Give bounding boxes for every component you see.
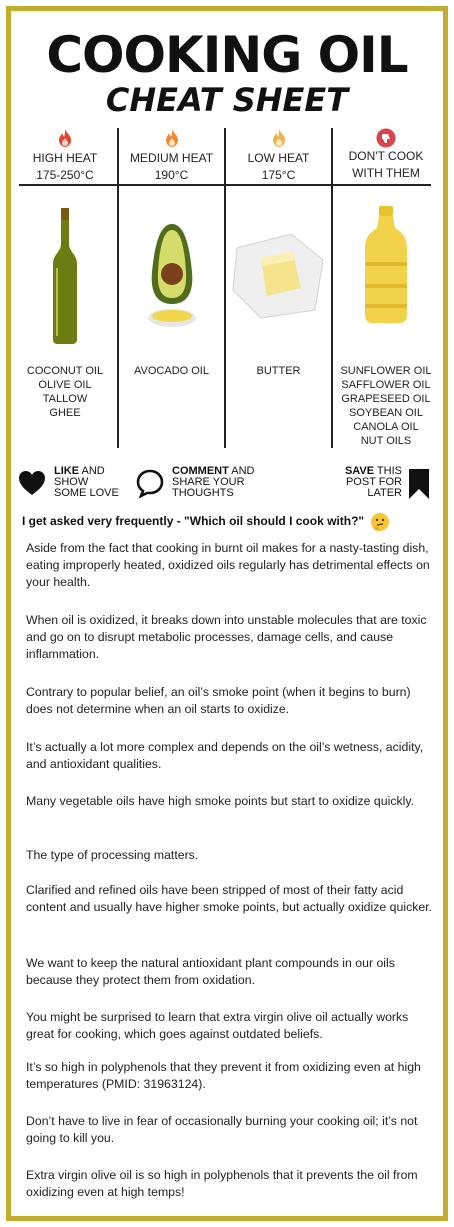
body-paragraph: Aside from the fact that cooking in burnt oil makes for a nasty-tasting dish, eating improperly heated, oxidized oils regularly has detrimental effects on your health. [26, 541, 430, 589]
column-high-heat [14, 128, 116, 448]
title-line-2: CHEAT SHEET [105, 81, 349, 119]
save-bold: SAVE [344, 465, 375, 477]
oil-item: SOYBEAN OIL [349, 407, 423, 419]
avocado-oil-image [142, 222, 202, 332]
comment-rest: AND [228, 465, 255, 477]
heat-temp: 175°C [261, 168, 296, 182]
body-paragraph: You might be surprised to learn that extra virgin olive oil actually works great for cooking, which goes against outdated beliefs. [26, 1010, 409, 1041]
heat-label: DON'T COOK [348, 149, 424, 163]
body-paragraph: When oil is oxidized, it breaks down into unstable molecules that are toxic and go on to disrupt metabolic processes, damage cells, and cause inflammation. [26, 613, 427, 661]
heat-label: HIGH HEAT [32, 151, 98, 165]
oil-item: GHEE [49, 407, 81, 419]
body-paragraph: Many vegetable oils have high smoke points but start to oxidize quickly. [26, 794, 415, 808]
body-paragraph: The type of processing matters. [26, 848, 199, 862]
save-rest: THIS [374, 465, 402, 477]
body-paragraph: It’s actually a lot more complex and depends on the oil’s wetness, acidity, and antioxidant qualities. [26, 740, 424, 771]
column-dont-cook [333, 128, 439, 448]
like-text [54, 466, 134, 499]
like-bold: LIKE [54, 465, 80, 477]
body-paragraph: Contrary to popular belief, an oil’s smoke point (when it begins to burn) does not determine when an oil starts to oxidize. [26, 685, 411, 716]
thumbs-down-icon [376, 128, 396, 148]
heat-label: LOW HEAT [247, 151, 310, 165]
body-paragraph: Clarified and refined oils have been stripped of most of their fatty acid content and usually have higher smoke points, but actually oxidize quicker. [26, 883, 433, 914]
oil-list [14, 364, 116, 420]
like-rest: SOME LOVE [54, 487, 119, 499]
heat-temp: 190°C [154, 168, 189, 182]
oil-list [226, 364, 331, 378]
butter-image [231, 230, 327, 320]
bookmark-icon [408, 468, 430, 500]
heart-icon [18, 470, 46, 496]
heat-temp: WITH THEM [352, 166, 420, 180]
title-line-1: COOKING OIL [46, 26, 408, 84]
heat-label: MEDIUM HEAT [129, 151, 214, 165]
oil-item: OLIVE OIL [38, 379, 92, 391]
oil-item: NUT OILS [360, 435, 412, 447]
thinking-face-icon [370, 512, 390, 532]
body-paragraph: It’s so high in polyphenols that they prevent it from oxidizing even at high temperatures (PMID: 31963124). [26, 1060, 421, 1091]
like-prompt[interactable] [18, 466, 128, 506]
comment-rest: SHARE YOUR [172, 476, 245, 488]
oil-item: COCONUT OIL [26, 365, 104, 377]
like-rest: SHOW [54, 476, 89, 488]
oil-item: SAFFLOWER OIL [341, 379, 431, 391]
body-paragraph: Extra virgin olive oil is so high in polyphenols that it prevents the oil from oxidizing even at high temps! [26, 1168, 418, 1199]
oil-item: CANOLA OIL [353, 421, 419, 433]
save-rest: POST FOR [345, 476, 402, 488]
heat-temp: 175-250°C [36, 168, 94, 182]
body-paragraph: Don’t have to live in fear of occasionally burning your cooking oil; it’s not going to kill you. [26, 1114, 418, 1145]
oil-item: GRAPESEED OIL [341, 393, 431, 405]
oil-item: AVOCADO OIL [134, 365, 209, 377]
comment-prompt[interactable] [136, 466, 276, 506]
speech-bubble-icon [136, 468, 164, 498]
body-paragraph: We want to keep the natural antioxidant plant compounds in our oils because they protect them from oxidation. [26, 956, 395, 987]
oil-item: BUTTER [256, 365, 301, 377]
column-medium-heat [119, 128, 224, 448]
save-rest: LATER [367, 487, 402, 499]
comment-text [172, 466, 282, 499]
oil-item: TALLOW [42, 393, 88, 405]
flame-icon [271, 128, 287, 148]
oil-item: SUNFLOWER OIL [340, 365, 432, 377]
oil-list [333, 364, 439, 448]
oil-list [119, 364, 224, 378]
sunflower-oil-bottle-image [361, 206, 411, 324]
save-prompt[interactable] [330, 466, 434, 506]
column-low-heat [226, 128, 331, 448]
intro-question [22, 512, 390, 532]
flame-icon [164, 128, 180, 148]
flame-icon [57, 128, 73, 148]
intro-text: I get asked very frequently - "Which oil should I cook with?" [22, 514, 365, 529]
olive-oil-bottle-image [45, 208, 85, 344]
like-rest: AND [79, 465, 105, 477]
save-text [330, 466, 402, 499]
comment-rest: THOUGHTS [172, 487, 234, 499]
comment-bold: COMMENT [172, 465, 229, 477]
